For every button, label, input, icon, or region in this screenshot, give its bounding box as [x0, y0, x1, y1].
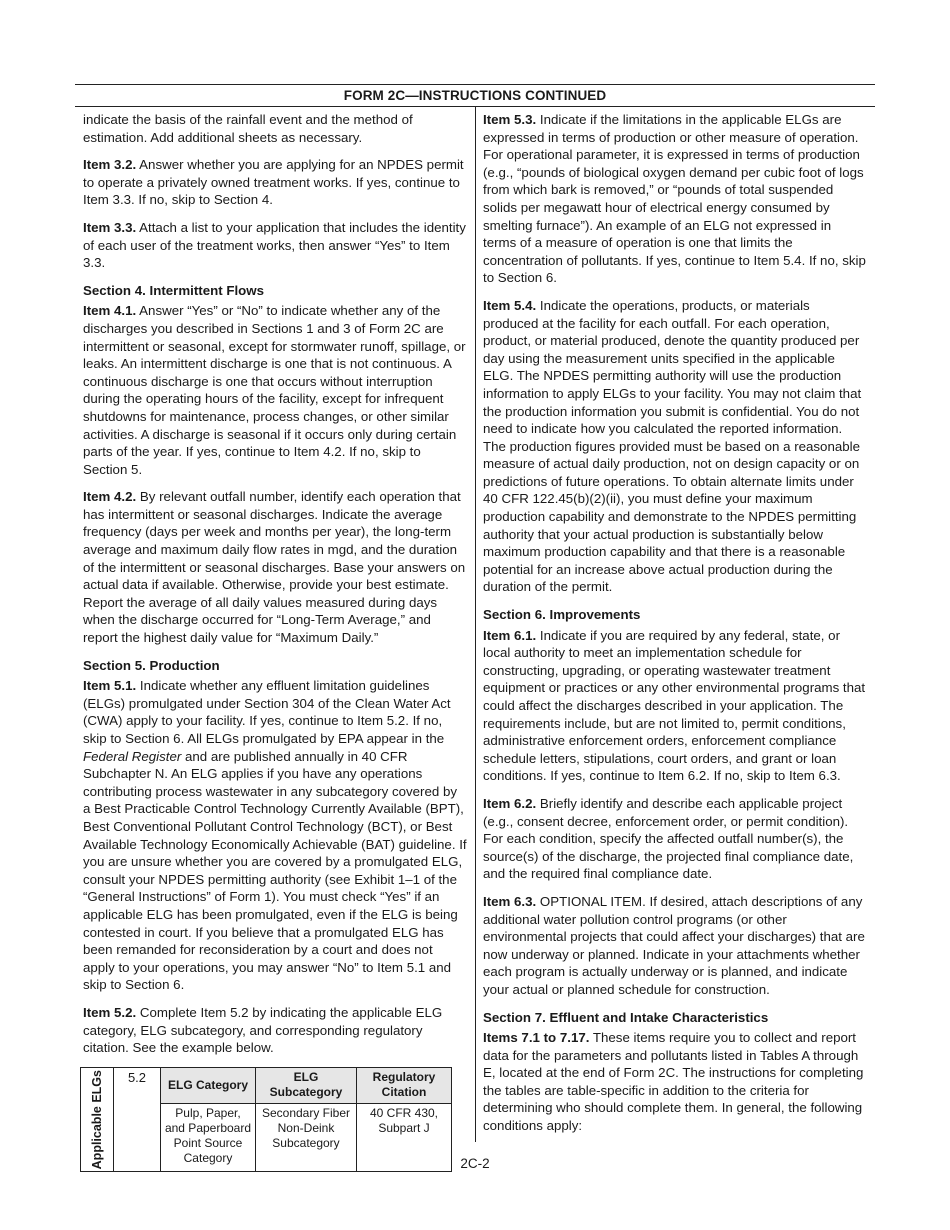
item-6-1	[483, 627, 867, 785]
item-4-1	[83, 302, 467, 478]
item-5-1-text-a: Indicate whether any effluent limitation guidelines (ELGs) promulgated under Section 304 of the Clean Water Act (CWA) apply to your facility. If yes, continue to Item 5.2. If no, skip to Section 6. All ELGs promulgated by EPA appear in the	[83, 678, 451, 746]
paragraph-intro: indicate the basis of the rainfall event and the method of estimation. Add additional sheets as necessary.	[83, 112, 413, 145]
item-3-2-lead: Item 3.2.	[83, 157, 137, 173]
section-7-heading: Section 7. Effluent and Intake Characteristics	[483, 1009, 769, 1025]
item-5-1-italic: Federal Register	[83, 748, 182, 764]
page-header: FORM 2C—INSTRUCTIONS CONTINUED	[75, 84, 875, 107]
item-number-cell: 5.2	[114, 1067, 161, 1171]
item-6-3-lead: Item 6.3.	[483, 893, 537, 909]
item-5-2	[83, 1004, 467, 1057]
item-6-3-text: OPTIONAL ITEM. If desired, attach descriptions of any additional water pollution control programs (or other environmental projects that could affect your discharges) that are now underway or planned. Indicate in your attachments whether each program is actually underway or is planned, and indicate your actual or planned schedule for construction.	[483, 893, 865, 997]
items-7-1-to-7-17	[483, 1029, 867, 1135]
item-6-2	[483, 795, 867, 883]
item-6-1-lead: Item 6.1.	[483, 627, 537, 643]
item-4-1-text: Answer “Yes” or “No” to indicate whether any of the discharges you described in Sections 1 and 3 of Form 2C are intermittent or seasonal, except for stormwater runoff, spillage, or leaks. An intermittent discharge is one that is not continuous. A continuous discharge is one that occurs without interruption during the operating hours of the facility, except for infrequent shutdowns for maintenance, process changes, or other similar activities. A discharge is seasonal if it occurs only during certain parts of the year. If yes, continue to Item 4.2. If no, skip to Section 5.	[83, 303, 466, 477]
item-5-3-lead: Item 5.3.	[483, 112, 537, 127]
column-divider	[475, 106, 476, 1142]
value-elg-category: Pulp, Paper, and Paperboard Point Source Category	[161, 1104, 256, 1172]
item-5-1-lead: Item 5.1.	[83, 678, 137, 694]
item-4-2-lead: Item 4.2.	[83, 489, 137, 505]
item-5-2-text: Complete Item 5.2 by indicating the applicable ELG category, ELG subcategory, and corresponding regulatory citation. See the example below.	[83, 1004, 443, 1056]
item-3-2-text: Answer whether you are applying for an NPDES permit to operate a privately owned treatment works. If yes, continue to Item 3.3. If no, skip to Section 4.	[83, 157, 464, 208]
item-5-1-text-b: and are published annually in 40 CFR Subchapter N. An ELG applies if you have any operations contributing process wastewater in any subcategory covered by a Best Practicable Control Technology Currently Available (BPT), Best Conventional Pollutant Control Technology (BCT), or Best Available Technology Economically Achievable (BAT) guideline. If you are unsure whether you are covered by a promulgated ELG, consult your NPDES permitting authority (see Exhibit 1–1 of the “General Instructions” of Form 1). You must check “Yes” if an applicable ELG has been promulgated, even if the ELG is being contested in court. If you believe that a promulgated ELG has been remanded for reconsideration by a court and does not apply to your operations, you may answer “No” to Item 5.1 and skip to Section 6.	[83, 748, 467, 993]
items-7-1-text: These items require you to collect and report data for the parameters and pollutants listed in Tables A through E, located at the end of Form 2C. The instructions for completing the tables are table-specific in addition to the criteria for determining who should complete them. In general, the following conditions apply:	[483, 1030, 864, 1134]
page-number: 2C-2	[460, 1156, 490, 1171]
item-6-2-text: Briefly identify and describe each applicable project (e.g., consent decree, enforcement order, or permit condition). For each condition, specify the affected outfall number(s), the source(s) of the discharge, the projected final compliance date, and the required final compliance date.	[483, 795, 854, 882]
right-column	[483, 108, 867, 1145]
item-3-2	[83, 156, 467, 209]
header-elg-subcategory: ELG Subcategory	[256, 1067, 357, 1104]
item-6-2-lead: Item 6.2.	[483, 795, 537, 811]
item-6-1-text: Indicate if you are required by any federal, state, or local authority to meet an implementation schedule for constructing, upgrading, or operating wastewater treatment equipment or practices or any other environmental programs that could affect the discharges described in your application. The requirements include, but are not limited to, permit conditions, administrative enforcement orders, enforcement compliance schedule letters, stipulations, court orders, and grant or loan conditions. If yes, continue to Item 6.2. If no, skip to Item 6.3.	[483, 627, 866, 784]
applicable-elgs-label: Applicable ELGs	[89, 1069, 104, 1170]
item-3-3	[83, 219, 467, 272]
item-5-3-text: Indicate if the limitations in the applicable ELGs are expressed in terms of production or other measure of operation. For operational parameter, it is expressed in terms of production (e.g., “pounds of biological oxygen demand per cubic foot of logs from which bark is removed,” or “pounds of total suspended solids per megawatt hour of electrical energy consumed by smelting furnace”). An example of an ELG not expressed in terms of a measure of operation is one that limits the concentration of pollutants. If yes, continue to Item 5.4. If no, skip to Section 6.	[483, 112, 866, 286]
item-4-2	[83, 488, 467, 646]
item-6-3	[483, 893, 867, 999]
item-5-3	[483, 111, 867, 287]
header-elg-category: ELG Category	[161, 1067, 256, 1104]
section-5-heading: Section 5. Production	[83, 657, 220, 673]
items-7-1-lead: Items 7.1 to 7.17.	[483, 1030, 590, 1046]
value-regulatory-citation: 40 CFR 430, Subpart J	[357, 1104, 452, 1172]
item-5-4-text: Indicate the operations, products, or materials produced at the facility for each outfall. For each operation, product, or material produced, denote the quantity produced per day using the measurement units specified in the applicable ELG. The NPDES permitting authority will use the production information to apply ELGs to your facility. You may not claim that the production information you submit is confidential. You do not need to indicate how you calculated the reported information. The production figures provided must be based on a reasonable measure of actual daily production, not on design capacity or on predictions of future operations. To obtain alternate limits under 40 CFR 122.45(b)(2)(ii), you must define your maximum production capability and demonstrate to the NPDES permitting authority that your actual production is substantially below maximum production capability and that there is a reasonable potential for an increase above actual production during the duration of the permit.	[483, 297, 862, 595]
item-5-4	[483, 297, 867, 596]
item-4-2-text: By relevant outfall number, identify each operation that has intermittent or seasonal discharges. Indicate the average frequency (days per week and months per year), the long-term average and maximum daily flow rates in mgd, and the duration of the intermittent or seasonal discharges. Base your answers on actual data if available. Otherwise, provide your best estimate. Report the average of all daily values measured during days when the discharge occurred for “Long-Term Average,” and report the highest daily value for “Maximum Daily.”	[83, 489, 466, 646]
left-column	[83, 108, 467, 1172]
item-3-3-text: Attach a list to your application that includes the identity of each user of the treatment works, then answer “Yes” to Item 3.3.	[83, 219, 466, 271]
header-regulatory-citation: Regulatory Citation	[357, 1067, 452, 1104]
item-5-4-lead: Item 5.4.	[483, 297, 537, 313]
section-4-heading: Section 4. Intermittent Flows	[83, 282, 265, 298]
item-5-1	[83, 677, 467, 994]
value-elg-subcategory: Secondary Fiber Non-Deink Subcategory	[256, 1104, 357, 1172]
item-5-2-lead: Item 5.2.	[83, 1004, 137, 1020]
item-4-1-lead: Item 4.1.	[83, 303, 137, 319]
section-6-heading: Section 6. Improvements	[483, 607, 641, 623]
item-3-3-lead: Item 3.3.	[83, 219, 137, 235]
